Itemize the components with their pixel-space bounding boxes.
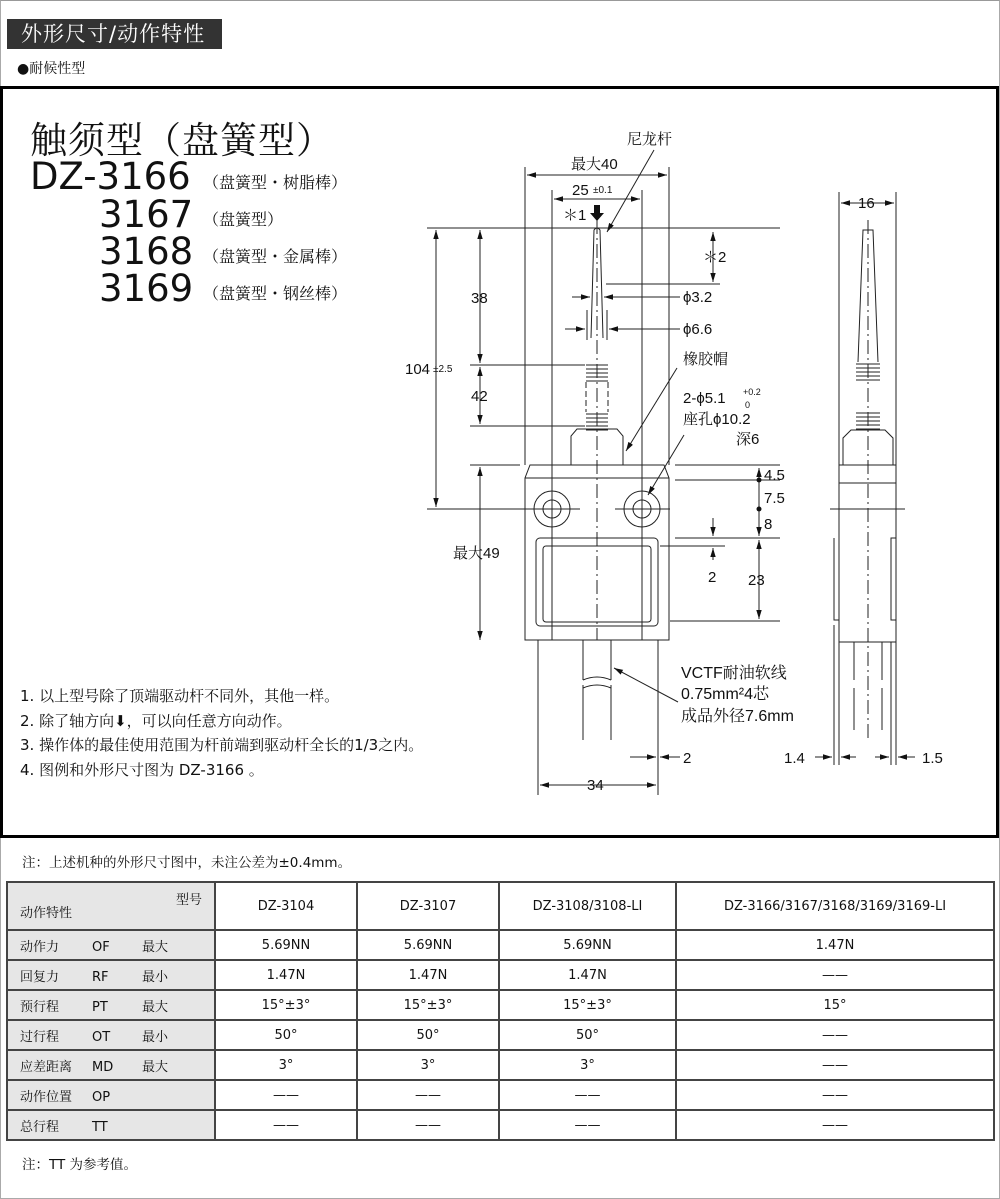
model-code: 3168 — [99, 230, 194, 273]
table-row — [7, 990, 994, 1020]
row-label: 应差距离 MD 最大 — [7, 1050, 215, 1080]
table-row — [7, 960, 994, 990]
footer-note: 注：TT 为参考值。 — [22, 1157, 138, 1173]
row-label: 回复力 RF 最小 — [7, 960, 215, 990]
dim-34: 34 — [587, 777, 604, 794]
dim-2b: 2 — [683, 750, 692, 767]
label-star1: ＊1 — [563, 207, 587, 224]
note-item: 2. 除了轴方向⬇，可以向任意方向动作。 — [20, 711, 292, 730]
table-cell: —— — [357, 1080, 499, 1110]
label-star2: ＊2 — [703, 249, 727, 266]
table-row — [7, 1080, 994, 1110]
model-desc: （盘簧型・树脂棒） — [203, 173, 348, 192]
label-cable-od: 成品外径7.6mm — [681, 708, 794, 725]
note-item: 3. 操作体的最佳使用范围为杆前端到驱动杆全长的1/3之内。 — [20, 736, 424, 754]
dim-25: 25 — [572, 182, 589, 199]
table-cell: 1.47N — [676, 930, 994, 960]
table-cell: 15° — [676, 990, 994, 1020]
tolerance-note: 注：上述机种的外形尺寸图中，未注公差为±0.4mm。 — [22, 855, 352, 871]
table-corner-cell — [7, 882, 215, 930]
table-row — [7, 1020, 994, 1050]
section-title: 外形尺寸/动作特性 — [7, 19, 222, 49]
model-desc: （盘簧型・钢丝棒） — [203, 284, 348, 303]
dim-25-tol: ±0.1 — [593, 185, 613, 196]
model-code: 3167 — [99, 193, 194, 236]
dim-42: 42 — [471, 388, 488, 405]
table-header-row — [7, 882, 994, 930]
row-label: 总行程 TT — [7, 1110, 215, 1140]
table-row — [7, 1050, 994, 1080]
dim-phi66: ϕ6.6 — [683, 321, 713, 338]
table-cell: 1.47N — [357, 960, 499, 990]
dim-4-5: 4.5 — [764, 467, 785, 484]
table-cell: —— — [499, 1110, 676, 1140]
table-cell: 50° — [499, 1020, 676, 1050]
dim-104-tol: ±2.5 — [433, 364, 453, 375]
label-cable: VCTF耐油软线 — [681, 665, 787, 682]
column-header: DZ-3107 — [357, 882, 499, 930]
table-cell: 3° — [357, 1050, 499, 1080]
hole-tol-lower: 0 — [745, 400, 751, 410]
dim-7-5: 7.5 — [764, 490, 785, 507]
table-cell: 5.69NN — [357, 930, 499, 960]
row-label: 预行程 PT 最大 — [7, 990, 215, 1020]
hole-tol-upper: +0.2 — [743, 387, 761, 397]
table-cell: 15°±3° — [215, 990, 357, 1020]
table-cell: —— — [215, 1080, 357, 1110]
table-cell: 3° — [215, 1050, 357, 1080]
dim-104: 104 — [405, 361, 431, 378]
table-cell: —— — [357, 1110, 499, 1140]
row-label: 动作位置 OP — [7, 1080, 215, 1110]
table-cell: —— — [676, 1110, 994, 1140]
label-depth: 深6 — [736, 431, 760, 448]
dim-16: 16 — [858, 195, 875, 212]
dim-1-5: 1.5 — [922, 750, 943, 767]
dim-phi32: ϕ3.2 — [683, 289, 713, 306]
dim-8: 8 — [764, 516, 773, 533]
table-cell: —— — [676, 960, 994, 990]
table-cell: 1.47N — [499, 960, 676, 990]
dim-1-4: 1.4 — [784, 750, 805, 767]
table-row — [7, 1110, 994, 1140]
column-header: DZ-3166/3167/3168/3169/3169-LI — [676, 882, 994, 930]
label-rubber-cap: 橡胶帽 — [683, 351, 729, 368]
model-code: DZ-3166 — [30, 155, 191, 198]
dim-max40: 最大40 — [571, 156, 618, 173]
model-code: 3169 — [99, 267, 194, 310]
table-cell: 5.69NN — [215, 930, 357, 960]
table-cell: 15°±3° — [499, 990, 676, 1020]
dim-max49: 最大49 — [453, 545, 500, 562]
model-desc: （盘簧型） — [203, 210, 284, 229]
row-label: 动作力 OF 最大 — [7, 930, 215, 960]
table-cell: 15°±3° — [357, 990, 499, 1020]
table-cell: —— — [676, 1080, 994, 1110]
label-cable-spec: 0.75mm²4芯 — [681, 686, 770, 703]
model-desc: （盘簧型・金属棒） — [203, 247, 348, 266]
table-row — [7, 930, 994, 960]
dim-23: 23 — [748, 572, 765, 589]
column-header: DZ-3104 — [215, 882, 357, 930]
table-cell: 1.47N — [215, 960, 357, 990]
column-header: DZ-3108/3108-LI — [499, 882, 676, 930]
label-hole: 2-ϕ5.1 — [683, 390, 726, 407]
drawing-title: 触须型（盘簧型） — [30, 119, 334, 162]
subtitle: ●耐候性型 — [17, 61, 86, 77]
dim-2: 2 — [708, 569, 717, 586]
table-cell: —— — [215, 1110, 357, 1140]
table-cell: 3° — [499, 1050, 676, 1080]
operating-characteristics-table — [6, 881, 995, 1141]
table-cell: —— — [676, 1020, 994, 1050]
corner-characteristic-label: 动作特性 — [20, 906, 73, 921]
table-cell: 5.69NN — [499, 930, 676, 960]
label-nylon-rod: 尼龙杆 — [627, 131, 673, 148]
drawing-notes — [20, 684, 423, 782]
table-cell: —— — [676, 1050, 994, 1080]
corner-model-label: 型号 — [175, 893, 202, 908]
note-item: 4. 图例和外形尺寸图为 DZ-3166 。 — [20, 760, 264, 779]
note-item: 1. 以上型号除了顶端驱动杆不同外，其他一样。 — [20, 687, 340, 705]
table-cell: 50° — [215, 1020, 357, 1050]
table-cell: 50° — [357, 1020, 499, 1050]
row-label: 过行程 OT 最小 — [7, 1020, 215, 1050]
dim-38: 38 — [471, 290, 488, 307]
label-seat-hole: 座孔ϕ10.2 — [683, 411, 751, 428]
table-cell: —— — [499, 1080, 676, 1110]
